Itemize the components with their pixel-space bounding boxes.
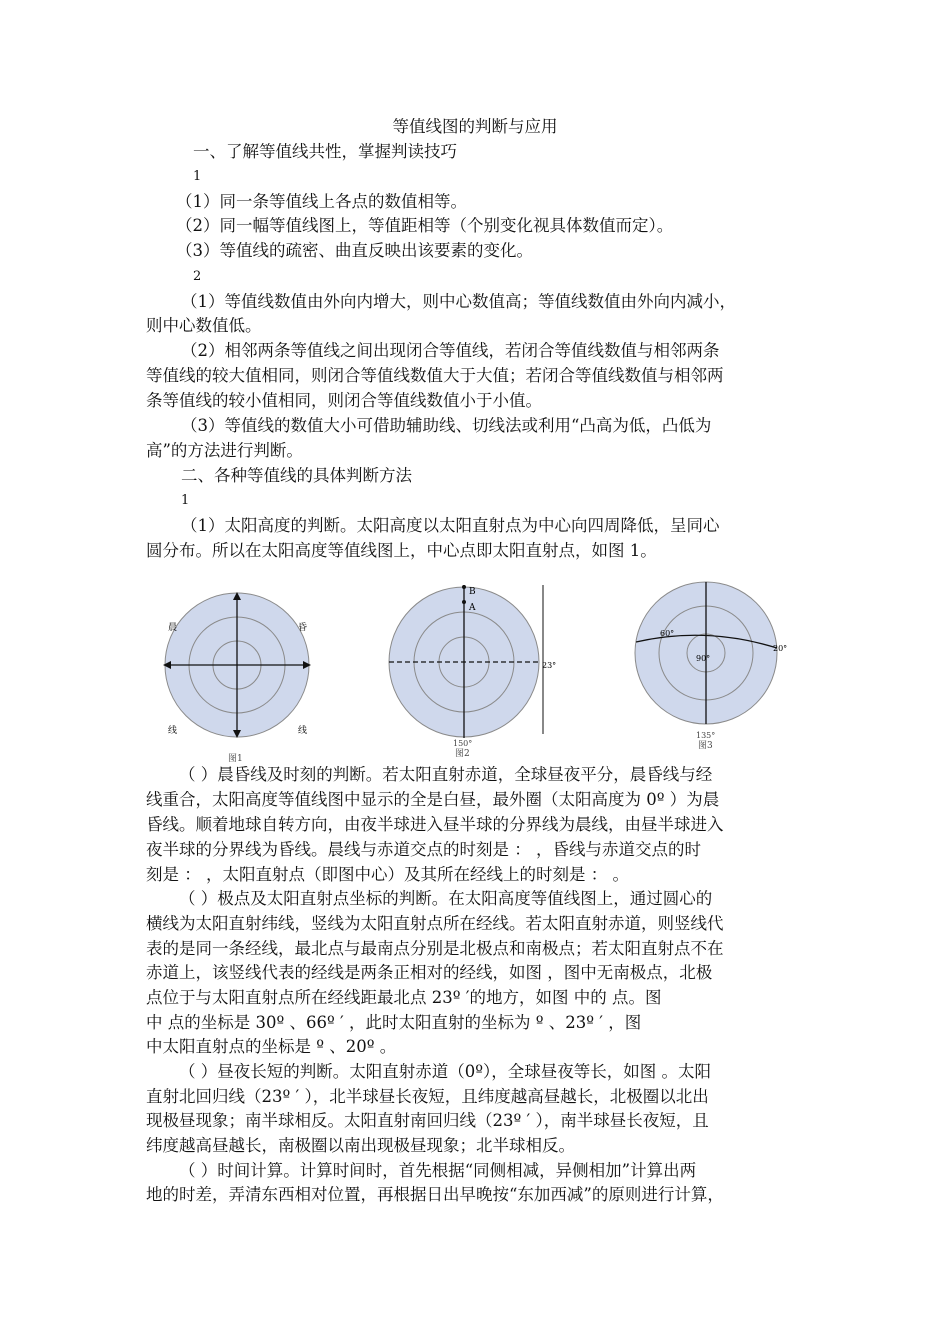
- subheading-1: 1: [193, 169, 203, 184]
- point-b-marker: [462, 585, 466, 589]
- paragraph-line: 中太阳直射点的坐标是 º 、20º 。: [146, 1037, 397, 1056]
- paragraph-line: 刻是 ： ，太阳直射点（即图中心）及其所在经线上的时刻是 ： 。: [146, 865, 629, 884]
- paragraph-line: （2）相邻两条等值线之间出现闭合等值线，若闭合等值线数值与相邻两条: [181, 341, 720, 360]
- paragraph-line: 现极昼现象；南半球相反。太阳直射南回归线（23º ′ ），南半球昼长夜短，且: [146, 1111, 709, 1130]
- label-latitude: 23°: [542, 661, 557, 670]
- subheading-2: 2: [193, 269, 203, 284]
- figure-2-caption: 图2: [455, 749, 470, 759]
- paragraph-line: 纬度越高昼越长，南极圈以南出现极昼现象；北半球相反。: [146, 1136, 575, 1155]
- paragraph-line: 昏线。顺着地球自转方向，由夜半球进入昼半球的分界线为晨线，由昼半球进入: [146, 815, 724, 834]
- paragraph-line: （ ）昼夜长短的判断。太阳直射赤道（0º），全球昼夜等长，如图 。太阳: [179, 1062, 711, 1081]
- label-point-a: A: [469, 603, 476, 613]
- paragraph-line: 点位于与太阳直射点所在经线距最北点 23º ′的地方，如图 中的 点。图: [146, 988, 662, 1007]
- paragraph-line: （ ）极点及太阳直射点坐标的判断。在太阳高度等值线图上，通过圆心的: [179, 889, 713, 908]
- label-dusk: 昏: [298, 623, 308, 633]
- paragraph-line: 则中心数值低。: [146, 316, 262, 335]
- paragraph-line: （1）等值线数值由外向内增大，则中心数值高；等值线数值由外向内减小，: [181, 292, 736, 311]
- paragraph-line: （1）同一条等值线上各点的数值相等。: [176, 192, 467, 211]
- point-a-marker: [462, 600, 466, 604]
- paragraph-line: 条等值线的较小值相同，则闭合等值线数值小于小值。: [146, 391, 542, 410]
- paragraph-line: （3）等值线的疏密、曲直反映出该要素的变化。: [176, 241, 533, 260]
- paragraph-line: 等值线的较大值相同，则闭合等值线数值大于大值；若闭合等值线数值与相邻两: [146, 366, 724, 385]
- figure-2: [385, 580, 575, 762]
- figure-1-caption: 图1: [228, 754, 243, 764]
- label-point-b: B: [469, 587, 476, 597]
- figure-3-caption: 图3: [698, 741, 713, 751]
- paragraph-line: （3）等值线的数值大小可借助辅助线、切线法或利用“凸高为低，凸低为: [181, 416, 712, 435]
- page-title: 等值线图的判断与应用: [392, 117, 558, 136]
- paragraph-line: （ ）时间计算。计算时间时，首先根据“同侧相减，异侧相加”计算出两: [179, 1161, 697, 1180]
- paragraph-line: 夜半球的分界线为昏线。晨线与赤道交点的时刻是 ： ，昏线与赤道交点的时: [146, 840, 701, 859]
- label-20-degree: 20°: [773, 644, 788, 653]
- paragraph-line: 线重合，太阳高度等值线图中显示的全是白昼，最外圈（太阳高度为 0º ）为晨: [146, 790, 720, 809]
- paragraph-line: 高”的方法进行判断。: [146, 441, 303, 460]
- paragraph-line: 表的是同一条经线，最北点与最南点分别是北极点和南极点；若太阳直射点不在: [146, 939, 724, 958]
- label-90-degree: 90°: [696, 654, 711, 663]
- paragraph-line: 圆分布。所以在太阳高度等值线图上，中心点即太阳直射点，如图 1。: [146, 541, 657, 560]
- section-heading-1: 一、了解等值线共性，掌握判读技巧: [193, 142, 457, 161]
- label-line-right: 线: [298, 726, 308, 736]
- figure-3: [630, 578, 800, 758]
- paragraph-line: （ ）晨昏线及时刻的判断。若太阳直射赤道，全球昼夜平分，晨昏线与经: [179, 765, 713, 784]
- label-60-degree: 60°: [660, 629, 675, 638]
- paragraph-line: 赤道上，该竖线代表的经线是两条正相对的经线，如图 ，图中无南极点，北极: [146, 963, 713, 982]
- paragraph-line: （1）太阳高度的判断。太阳高度以太阳直射点为中心向四周降低，呈同心: [181, 516, 720, 535]
- subheading-3: 1: [181, 493, 191, 508]
- label-longitude: 135°: [696, 731, 716, 740]
- label-line-left: 线: [168, 726, 178, 736]
- paragraph-line: 横线为太阳直射纬线，竖线为太阳直射点所在经线。若太阳直射赤道，则竖线代: [146, 914, 724, 933]
- paragraph-line: 中 点的坐标是 30º 、66º ′ ，此时太阳直射的坐标为 º 、23º ′ ，图: [146, 1013, 642, 1032]
- label-longitude: 150°: [453, 739, 473, 748]
- figure-1: [155, 590, 325, 765]
- paragraph-line: 地的时差，弄清东西相对位置，再根据日出早晚按“东加西减”的原则进行计算，: [146, 1185, 724, 1204]
- section-heading-2: 二、各种等值线的具体判断方法: [181, 466, 412, 485]
- paragraph-line: 直射北回归线（23º ′ ），北半球昼长夜短，且纬度越高昼越长，北极圈以北出: [146, 1087, 709, 1106]
- label-dawn: 晨: [168, 623, 178, 633]
- paragraph-line: （2）同一幅等值线图上，等值距相等（个别变化视具体数值而定）。: [176, 216, 674, 235]
